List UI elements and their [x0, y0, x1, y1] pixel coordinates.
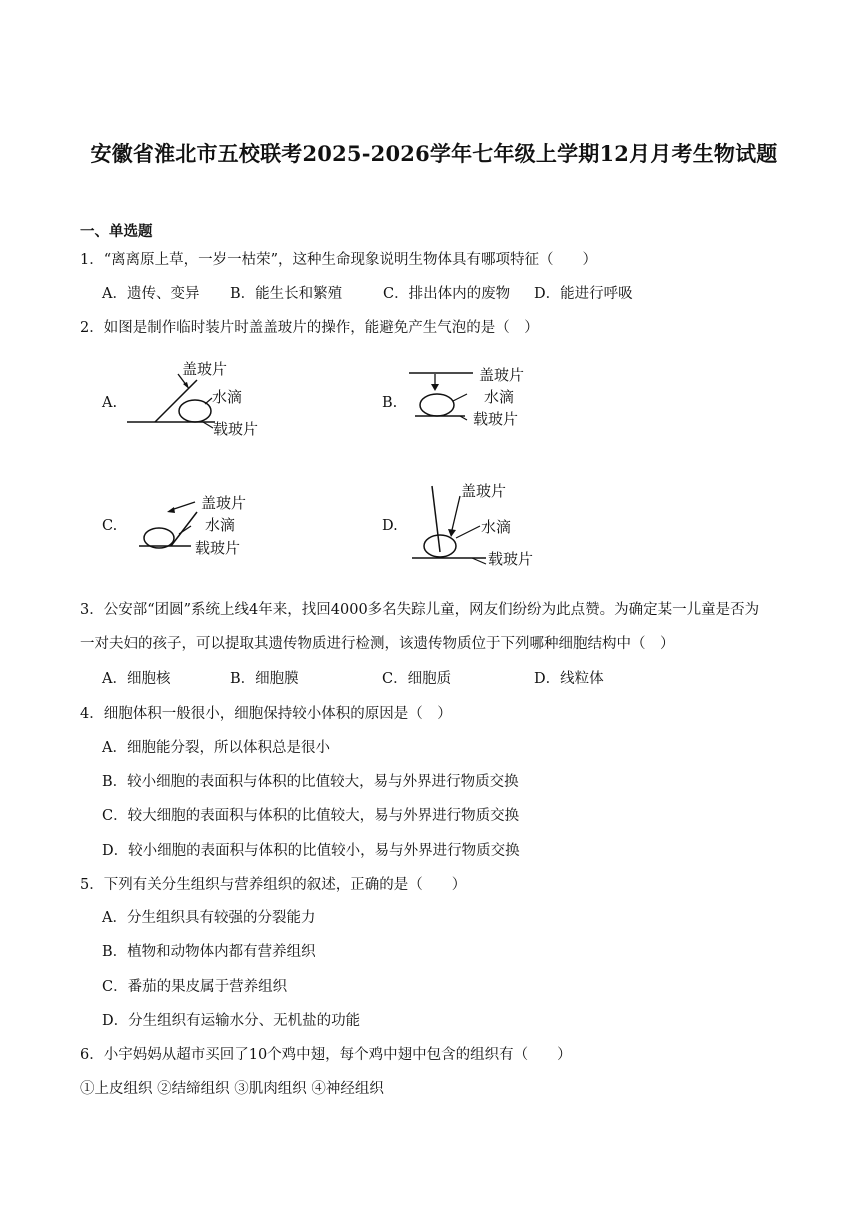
diagram-a-letter: A. [102, 395, 118, 411]
question-5-option-d: D．分生组织有运输水分、无机盐的功能 [102, 1013, 361, 1029]
question-3-option-b: B．细胞膜 [230, 671, 299, 687]
question-1-option-a: A．遗传、变异 [102, 286, 200, 302]
diagram-c-letter: C. [102, 518, 118, 534]
question-5-stem: 5．下列有关分生组织与营养组织的叙述，正确的是（ ） [80, 877, 467, 893]
question-3-option-d: D．线粒体 [534, 671, 604, 687]
diagram-b-slide-label: 载玻片 [473, 410, 519, 428]
diagram-c-slide-label: 载玻片 [195, 539, 241, 557]
page-title: 安徽省淮北市五校联考2025-2026学年七年级上学期12月月考生物试题 [90, 141, 778, 166]
question-5-option-c: C．番茄的果皮属于营养组织 [102, 979, 288, 995]
question-3-option-c: C．细胞质 [382, 671, 452, 687]
diagram-d-drop-label: 水滴 [481, 518, 512, 536]
question-4-option-b: B．较小细胞的表面积与体积的比值较大，易与外界进行物质交换 [102, 774, 519, 790]
question-4-option-a: A．细胞能分裂，所以体积总是很小 [102, 740, 330, 756]
section-heading: 一、单选题 [80, 223, 153, 240]
diagram-c-coverslip-label: 盖玻片 [201, 494, 247, 512]
diagram-b-letter: B. [382, 395, 398, 411]
question-1-option-b: B．能生长和繁殖 [230, 286, 343, 302]
diagram-d-slide-label: 载玻片 [488, 550, 534, 568]
question-4-option-c: C．较大细胞的表面积与体积的比值较大，易与外界进行物质交换 [102, 808, 520, 824]
question-3-stem-line1: 3．公安部“团圆”系统上线4年来，找回4000多名失踪儿童，网友们纷纷为此点赞。为确定某一儿童是否为 [80, 602, 760, 618]
question-3-stem-line2: 一对夫妇的孩子，可以提取其遗传物质进行检测，该遗传物质位于下列哪种细胞结构中（ ） [80, 636, 675, 652]
question-1-option-d: D．能进行呼吸 [534, 286, 633, 302]
diagram-b-drop-label: 水滴 [484, 388, 515, 406]
diagram-d-letter: D. [382, 518, 398, 534]
diagram-a-coverslip-label: 盖玻片 [182, 360, 228, 378]
diagram-b-coverslip-label: 盖玻片 [479, 366, 525, 384]
question-4-stem: 4．细胞体积一般很小，细胞保持较小体积的原因是（ ） [80, 706, 452, 722]
question-5-option-b: B．植物和动物体内都有营养组织 [102, 944, 316, 960]
question-5-option-a: A．分生组织具有较强的分裂能力 [102, 910, 316, 926]
question-2-stem: 2．如图是制作临时装片时盖盖玻片的操作，能避免产生气泡的是（ ） [80, 320, 539, 336]
diagram-d-coverslip-label: 盖玻片 [461, 482, 507, 500]
diagram-a-slide-label: 载玻片 [213, 420, 259, 438]
question-4-option-d: D．较小细胞的表面积与体积的比值较小，易与外界进行物质交换 [102, 843, 520, 859]
question-1-option-c: C．排出体内的废物 [383, 286, 511, 302]
diagram-c-drop-label: 水滴 [205, 516, 236, 534]
question-1-stem: 1．“离离原上草，一岁一枯荣”，这种生命现象说明生物体具有哪项特征（ ） [80, 252, 598, 268]
question-3-option-a: A．细胞核 [102, 671, 171, 687]
question-6-stem: 6．小宇妈妈从超市买回了10个鸡中翅，每个鸡中翅中包含的组织有（ ） [80, 1047, 572, 1063]
diagram-a-drop-label: 水滴 [212, 388, 243, 406]
question-6-items: ①上皮组织 ②结缔组织 ③肌肉组织 ④神经组织 [80, 1081, 384, 1097]
